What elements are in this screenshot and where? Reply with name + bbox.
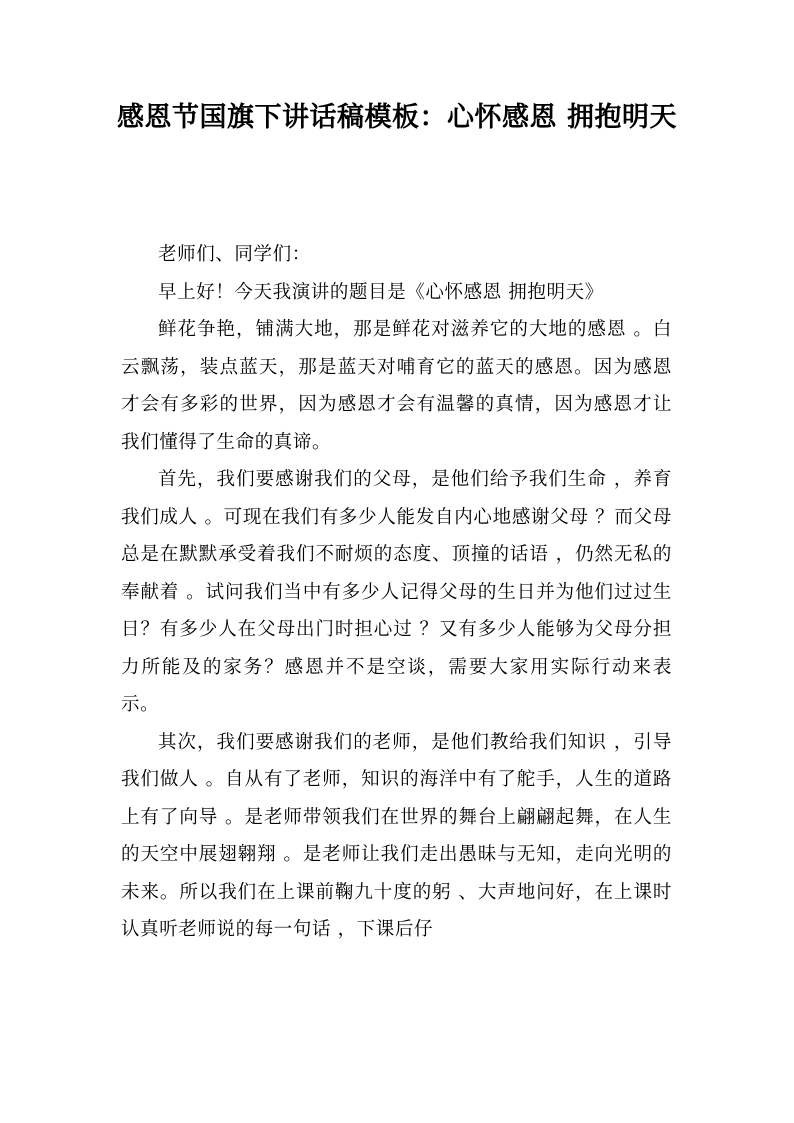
document-title: 感恩节国旗下讲话稿模板：心怀感恩 拥抱明天 bbox=[117, 102, 677, 133]
document-body bbox=[121, 236, 672, 949]
parents-paragraph: 首先，我们要感谢我们的父母，是他们给予我们生命 ，养育我们成人 。可现在我们有多少人能发自内心地感谢父母 ？而父母总是在默默承受着我们不耐烦的态度、顶撞的话语 ，仍然无私的奉献着 。试问我们当中有多少人记得父母的生日并为他们过过生日？有多少人在父母出门时担心过 ？又有多少人能够为父母分担力所能及的家务？感恩并不是空谈，需要大家用实际行动来表示。 bbox=[121, 469, 672, 715]
teachers-paragraph: 其次，我们要感谢我们的老师，是他们教给我们知识 ，引导我们做人 。自从有了老师，知识的海洋中有了舵手，人生的道路上有了向导 。是老师带领我们在世界的舞台上翩翩起舞，在人生的天空中展翅翱翔 。是老师让我们走出愚昧与无知，走向光明的未来。所以我们在上课前鞠九十度的躬 、大声地问好，在上课时认真听老师说的每一句话 ，下课后仔 bbox=[121, 731, 672, 940]
greeting-paragraph: 老师们、同学们： bbox=[158, 244, 311, 265]
opening-paragraph: 早上好！今天我演讲的题目是《心怀感恩 拥抱明天》 bbox=[158, 281, 604, 303]
intro-paragraph: 鲜花争艳，铺满大地，那是鲜花对滋养它的大地的感恩 。白云飘荡，装点蓝天，那是蓝天对哺育它的蓝天的感恩。因为感恩才会有多彩的世界，因为感恩才会有温馨的真情，因为感恩才让我们懂得了生命的真谛。 bbox=[121, 319, 672, 453]
